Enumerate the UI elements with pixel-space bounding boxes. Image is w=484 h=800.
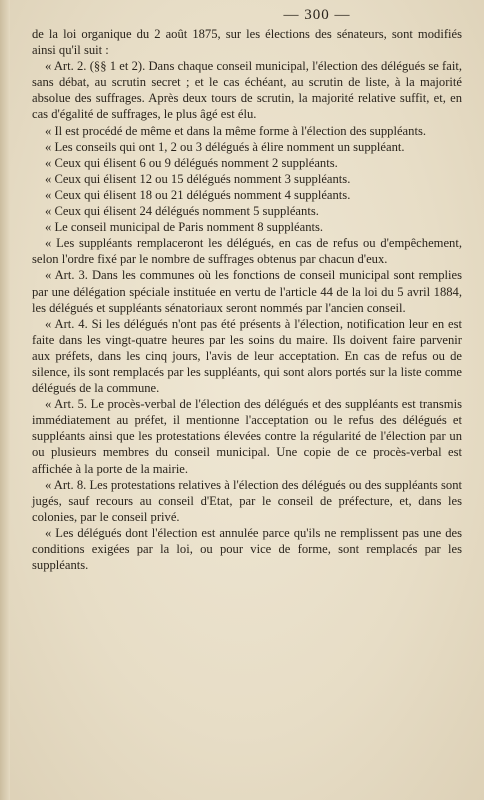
paragraph: « Les conseils qui ont 1, 2 ou 3 délégués à élire nomment un suppléant. [45,139,405,154]
paragraph: « Ceux qui élisent 12 ou 15 délégués nomment 3 suppléants. [45,171,351,186]
paragraph: « Ceux qui élisent 18 ou 21 délégués nomment 4 suppléants. [45,187,351,202]
paragraph: « Les délégués dont l'élection est annulée parce qu'ils ne remplissent pas une des conditions exigées par la loi, ou pour vice de forme, sont remplacés par les suppléants. [32,525,462,573]
paragraph: de la loi organique du 2 août 1875, sur les élections des sénateurs, sont modifiés ainsi qu'il suit : [32,27,462,58]
paragraph: « Art. 5. Le procès-verbal de l'élection des délégués et des suppléants est transmis immédiatement au préfet, il mentionne l'acceptation ou le refus des délégués et suppléants ainsi que les protestations élevées contre la régularité de l'élection par un ou plusieurs membres du conseil municipal. Une copie de ce procès-verbal est affichée à la porte de la mairie. [32,397,462,476]
paragraph: « Ceux qui élisent 6 ou 9 délégués nomment 2 suppléants. [45,155,338,170]
page-spine-shadow [0,0,10,800]
paragraph: « Art. 2. (§§ 1 et 2). Dans chaque conseil municipal, l'élection des délégués se fait, sans débat, au scrutin secret ; et le cas échéant, au scrutin de liste, à la majorité absolue des suffrages. Après deux tours de scrutin, la majorité relative suffit, et, en cas d'égalité de suffrages, le plus âgé est élu. [32,59,462,122]
paragraph: « Art. 4. Si les délégués n'ont pas été présents à l'élection, notification leur en est faite dans les vingt-quatre heures par les soins du maire. Ils doivent faire parvenir aux préfets, dans les cinq jours, l'avis de leur acceptation. En cas de refus ou de silence, ils sont remplacés par les suppléants, qui sont alors portés sur la liste comme délégués de la commune. [32,316,462,396]
paragraph: « Ceux qui élisent 24 délégués nomment 5 suppléants. [45,204,319,219]
paragraph: « Les suppléants remplaceront les délégués, en cas de refus ou d'empêchement, selon l'ordre fixé par le nombre de suffrages obtenus par chacun d'eux. [32,236,462,267]
paragraph: « Il est procédé de même et dans la même forme à l'élection des suppléants. [45,123,426,138]
document-body [32,26,462,573]
paragraph: « Art. 3. Dans les communes où les fonctions de conseil municipal sont remplies par une délégation spéciale instituée en vertu de l'article 44 de la loi du 5 avril 1884, les délégués et suppléants sénatoriaux seront nommés par l'ancien conseil. [32,268,462,315]
paragraph: « Le conseil municipal de Paris nomment 8 suppléants. [45,220,324,235]
page-number: — 300 — [283,7,351,23]
paragraph: « Art. 8. Les protestations relatives à l'élection des délégués ou des suppléants sont jugés, sauf recours au conseil d'Etat, par le conseil de préfecture, et, dans les colonies, par le conseil privé. [32,477,462,524]
